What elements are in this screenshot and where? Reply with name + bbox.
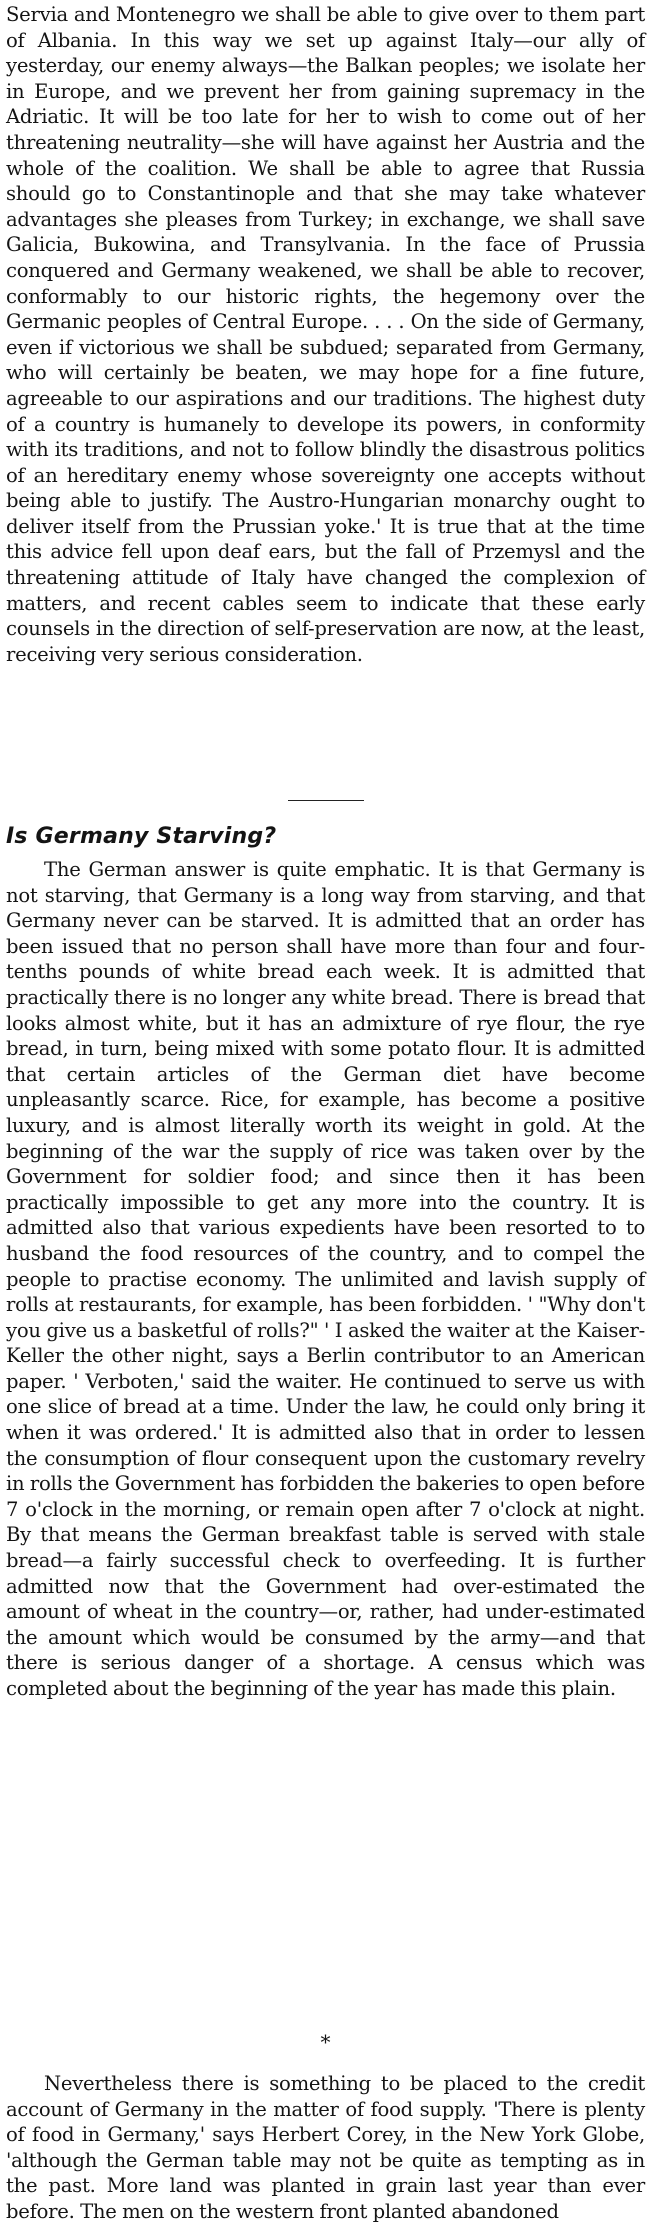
asterisk-separator: * [320, 2030, 331, 2054]
section-heading: Is Germany Starving? [6, 824, 277, 849]
paragraph-albania: Servia and Montenegro we shall be able to give over to them part of Albania. In this way we set up against Italy—our ally of yesterday, our enemy always—the Balkan peoples; we isolate her in Europe, and we prevent her from gaining supremacy in the Adriatic. It will be too late for her to wish to come out of her threatening neutrality—she will have against her Austria and the whole of the coalition. We shall be able to agree that Russia should go to Constantinople and that she may take whatever advantages she pleases from Turkey; in exchange, we shall save Galicia, Bukowina, and Transylvania. In the face of Prussia conquered and Germany weakened, we shall be able to recover, conformably to our historic rights, the hegemony over the Germanic peoples of Central Europe. . . . On the side of Germany, even if victorious we shall be subdued; separated from Germany, who will certainly be beaten, we may hope for a fine future, agreeable to our aspirations and our traditions. The highest duty of a country is humanely to develope its powers, in conformity with its traditions, and not to follow blindly the disastrous politics of an hereditary enemy whose sovereignty one accepts without being able to justify. The Austro-Hungarian monarchy ought to deliver itself from the Prussian yoke.' It is true that at the time this advice fell upon deaf ears, but the fall of Przemysl and the threatening attitude of Italy have changed the complexion of matters, and recent cables seem to indicate that these early counsels in the direction of self-preservation are now, at the least, receiving very serious consideration. [6, 3, 645, 666]
paragraph-german-answer: The German answer is quite emphatic. It is that Germany is not starving, that Germany is a long way from starving, and that Germany never can be starved. It is admitted that an order has been issued that no person shall have more than four and four-tenths pounds of white bread each week. It is admitted that practically there is no longer any white bread. There is bread that looks almost white, but it has an admixture of rye flour, the rye bread, in turn, being mixed with some potato flour. It is admitted that certain articles of the German diet have become unpleasantly scarce. Rice, for example, has become a positive luxury, and is almost literally worth its weight in gold. At the beginning of the war the supply of rice was taken over by the Government for soldier food; and since then it has been practically impossible to get any more into the country. It is admitted also that various expedients have been resorted to to husband the food resources of the country, and to compel the people to practise economy. The unlimited and lavish supply of rolls at restaurants, for example, has been forbidden. ' "Why don't you give us a basketful of rolls?" ' I asked the waiter at the Kaiser-Keller the other night, says a Berlin contributor to an American paper. ' Verboten,' said the waiter. He continued to serve us with one slice of bread at a time. Under the law, he could only bring it when it was ordered.' It is admitted also that in order to lessen the consumption of flour consequent upon the customary revelry in rolls the Government has forbidden the bakeries to open before 7 o'clock in the morning, or remain open after 7 o'clock at night. By that means the German breakfast table is served with stale bread—a fairly successful check to overfeeding. It is further admitted now that the Government had over-estimated the amount of wheat in the country—or, rather, had under-estimated the amount which would be consumed by the army—and that there is serious danger of a shortage. A census which was completed about the beginning of the year has made this plain. [6, 858, 645, 1700]
page [6, 2, 645, 2223]
section-divider [288, 800, 364, 801]
paragraph-food-supply: Nevertheless there is something to be placed to the credit account of Germany in the matter of food supply. 'There is plenty of food in Germany,' says Herbert Corey, in the New York Globe, 'although the German table may not be quite as tempting as in the past. More land was planted in grain last year than ever before. The men on the western front planted abandoned [6, 2072, 645, 2223]
